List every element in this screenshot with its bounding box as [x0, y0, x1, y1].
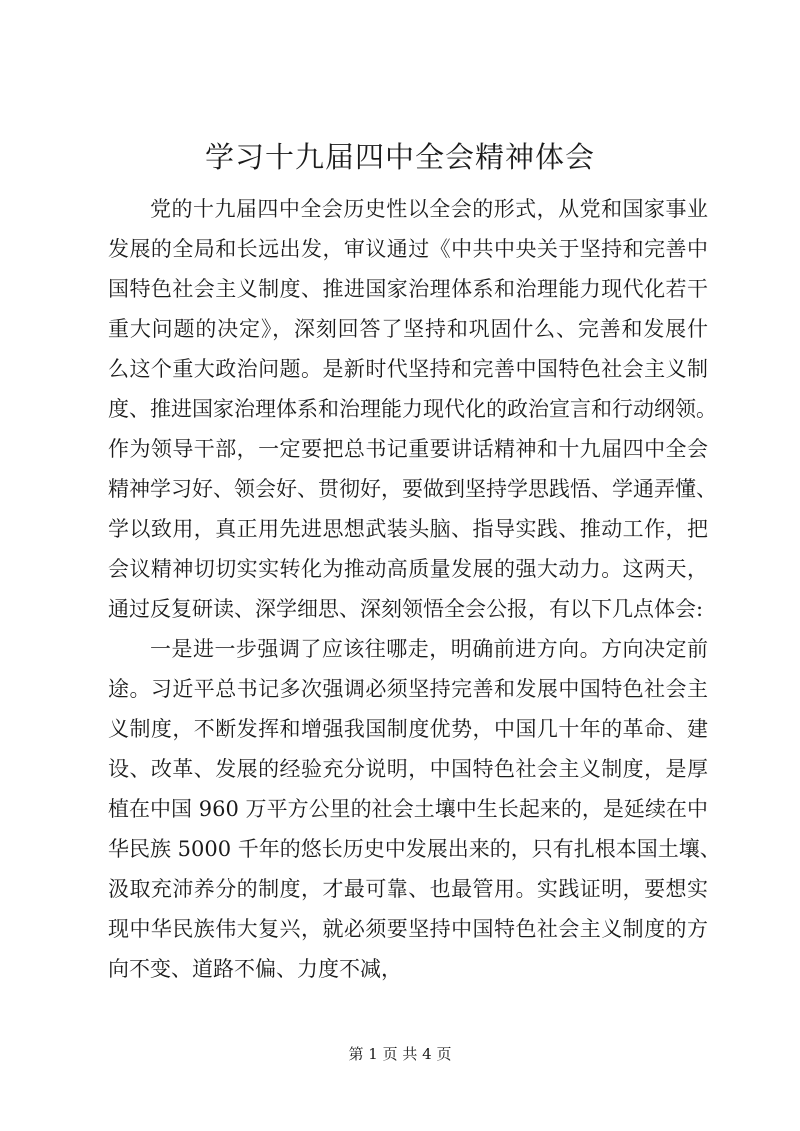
- paragraph-1-line-3: 国特色社会主义制度、推进国家治理体系和治理能力现代化若干: [108, 277, 708, 301]
- paragraph-1-line-10: 会议精神切切实实转化为推动高质量发展的强大动力。这两天，: [108, 557, 708, 581]
- paragraph-2-line-3: 义制度，不断发挥和增强我国制度优势，中国几十年的革命、建: [108, 717, 708, 741]
- paragraph-1-line-1: 党的十九届四中全会历史性以全会的形式，从党和国家事业: [150, 197, 708, 221]
- page-footer: 第 1 页 共 4 页: [348, 1045, 452, 1063]
- paragraph-2-line-5: 植在中国 960 万平方公里的社会土壤中生长起来的，是延续在中: [108, 797, 708, 821]
- paragraph-1-line-11: 通过反复研读、深学细思、深刻领悟全会公报，有以下几点体会:: [108, 597, 704, 621]
- paragraph-1-line-4: 重大问题的决定》，深刻回答了坚持和巩固什么、完善和发展什: [108, 317, 708, 341]
- paragraph-2-line-8: 现中华民族伟大复兴，就必须要坚持中国特色社会主义制度的方: [108, 917, 708, 941]
- paragraph-2-line-2: 途。习近平总书记多次强调必须坚持完善和发展中国特色社会主: [108, 677, 708, 701]
- paragraph-1-line-2: 发展的全局和长远出发，审议通过《中共中央关于坚持和完善中: [108, 237, 708, 261]
- paragraph-2-line-4: 设、改革、发展的经验充分说明，中国特色社会主义制度，是厚: [108, 757, 708, 781]
- paragraph-2-line-1: 一是进一步强调了应该往哪走，明确前进方向。方向决定前: [150, 637, 708, 661]
- paragraph-1-line-9: 学以致用，真正用先进思想武装头脑、指导实践、推动工作，把: [108, 517, 708, 541]
- paragraph-2-line-9: 向不变、道路不偏、力度不减，: [108, 957, 402, 981]
- paragraph-2-line-6: 华民族 5000 千年的悠长历史中发展出来的，只有扎根本国土壤、: [108, 837, 721, 861]
- document-title: 学习十九届四中全会精神体会: [204, 140, 595, 174]
- paragraph-2-line-7: 汲取充沛养分的制度，才最可靠、也最管用。实践证明，要想实: [108, 877, 708, 901]
- paragraph-1-line-6: 度、推进国家治理体系和治理能力现代化的政治宣言和行动纲领。: [108, 397, 717, 421]
- paragraph-1-line-8: 精神学习好、领会好、贯彻好，要做到坚持学思践悟、学通弄懂、: [108, 477, 717, 501]
- paragraph-1-line-5: 么这个重大政治问题。是新时代坚持和完善中国特色社会主义制: [108, 357, 708, 381]
- paragraph-1-line-7: 作为领导干部，一定要把总书记重要讲话精神和十九届四中全会: [108, 437, 708, 461]
